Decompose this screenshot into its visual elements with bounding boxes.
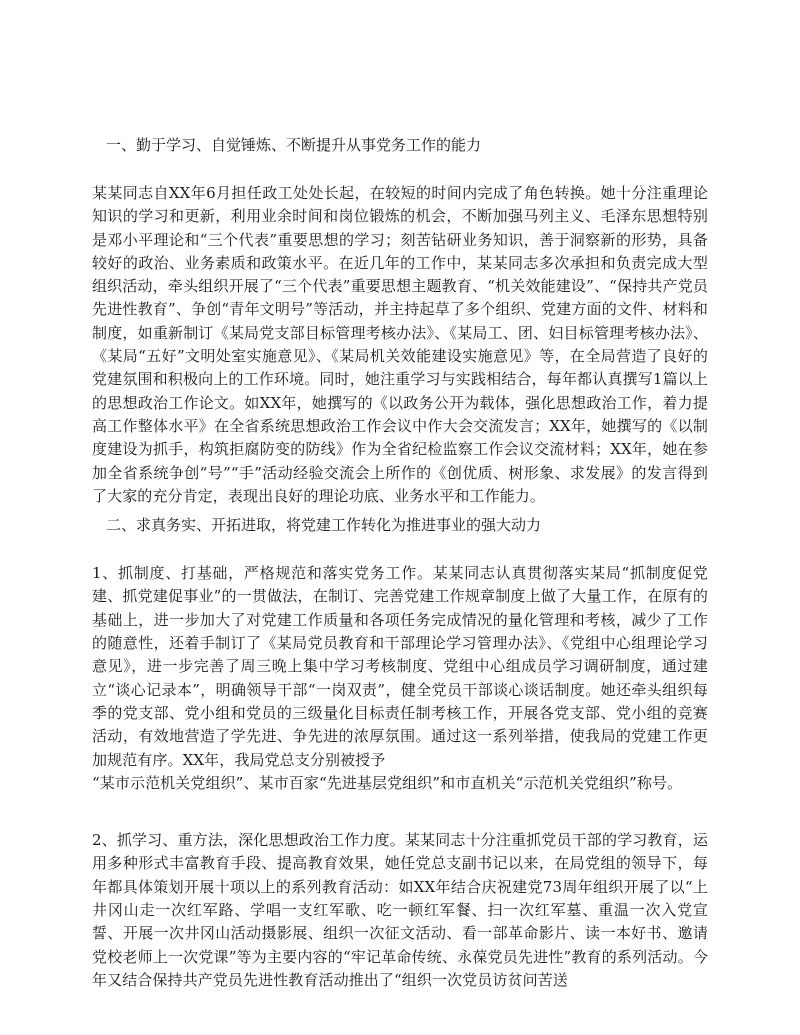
paragraph-3: 2、抓学习、重方法，深化思想政治工作力度。某某同志十分注重抓党员干部的学习教育，运用多种形式丰富教育手段、提高教育效果，她任党总支副书记以来，在局党组的领导下，每年都具体策划开展十项以上的系列教育活动：如XX年结合庆祝建党73周年组织开展了以“上井冈山走一次红军路、学唱一支红军歌、吃一顿红军餐、扫一次红军墓、重温一次入党宣誓、开展一次井冈山活动摄影展、组织一次征文活动、看一部革命影片、读一本好书、邀请党校老师上一次党课”等为主要内容的“牢记革命传统、永葆党员先进性”教育的系列活动。今年又结合保持共产党员先进性教育活动推出了“组织一次党员访贫问苦送: [92, 831, 708, 989]
paragraph-2: 1、抓制度、打基础，严格规范和落实党务工作。某某同志认真贯彻落实某局“抓制度促党建、抓党建促事业”的一贯做法，在制订、完善党建工作规章制度上做了大量工作，在原有的基础上，进一步加大了对党建工作质量和各项任务完成情况的量化管理和考核，减少了工作的随意性，还着手制订了《某局党员教育和干部理论学习管理办法》、《党组中心组理论学习意见》，进一步完善了周三晚上集中学习考核制度、党组中心组成员学习调研制度，通过建立“谈心记录本”，明确领导干部“一岗双责”，健全党员干部谈心谈话制度。她还牵头组织每季的党支部、党小组和党员的三级量化目标责任制考核工作，开展各党支部、党小组的竞赛活动，有效地营造了学先进、争先进的浓厚氛围。通过这一系列举措，使我局的党建工作更加规范有序。XX年，我局党总支分别被授予: [92, 564, 708, 769]
section-heading-1: 一、勤于学习、自觉锤炼、不断提升从事党务工作的能力: [106, 136, 482, 154]
document-body: [92, 128, 708, 992]
paragraph-2-continuation: “某市示范机关党组织”、某市百家“先进基层党组织”和市直机关“示范机关党组织”称号。: [92, 773, 683, 792]
paragraph-1: 某某同志自XX年6月担任政工处处长起，在较短的时间内完成了角色转换。她十分注重理论知识的学习和更新，利用业余时间和岗位锻炼的机会，不断加强马列主义、毛泽东思想特别是邓小平理论和“三个代表”重要思想的学习；刻苦钻研业务知识，善于洞察新的形势，具备较好的政治、业务素质和政策水平。在近几年的工作中，某某同志多次承担和负责完成大型组织活动，牵头组织开展了“三个代表”重要思想主题教育、“机关效能建设”、“保持共产党员先进性教育”、争创“青年文明号”等活动，并主持起草了多个组织、党建方面的文件、材料和制度，如重新制订《某局党支部目标管理考核办法》、《某局工、团、妇目标管理考核办法》、《某局“五好”文明处室实施意见》、《某局机关效能建设实施意见》等，在全局营造了良好的党建氛围和积极向上的工作环境。同时，她注重学习与实践相结合，每年都认真撰写1篇以上的思想政治工作论文。如XX年，她撰写的《以政务公开为载体，强化思想政治工作，着力提高工作整体水平》在全省系统思想政治工作会议中作大会交流发言；XX年，她撰写的《以制度建设为抓手，构筑拒腐防变的防线》作为全省纪检监察工作会议交流材料；XX年，她在参加全省系统争创“号”“手”活动经验交流会上所作的《创优质、树形象、求发展》的发言得到了大家的充分肯定，表现出良好的理论功底、业务水平和工作能力。: [92, 184, 708, 505]
section-heading-2: 二、求真务实、开拓进取，将党建工作转化为推进事业的强大动力: [106, 516, 542, 535]
